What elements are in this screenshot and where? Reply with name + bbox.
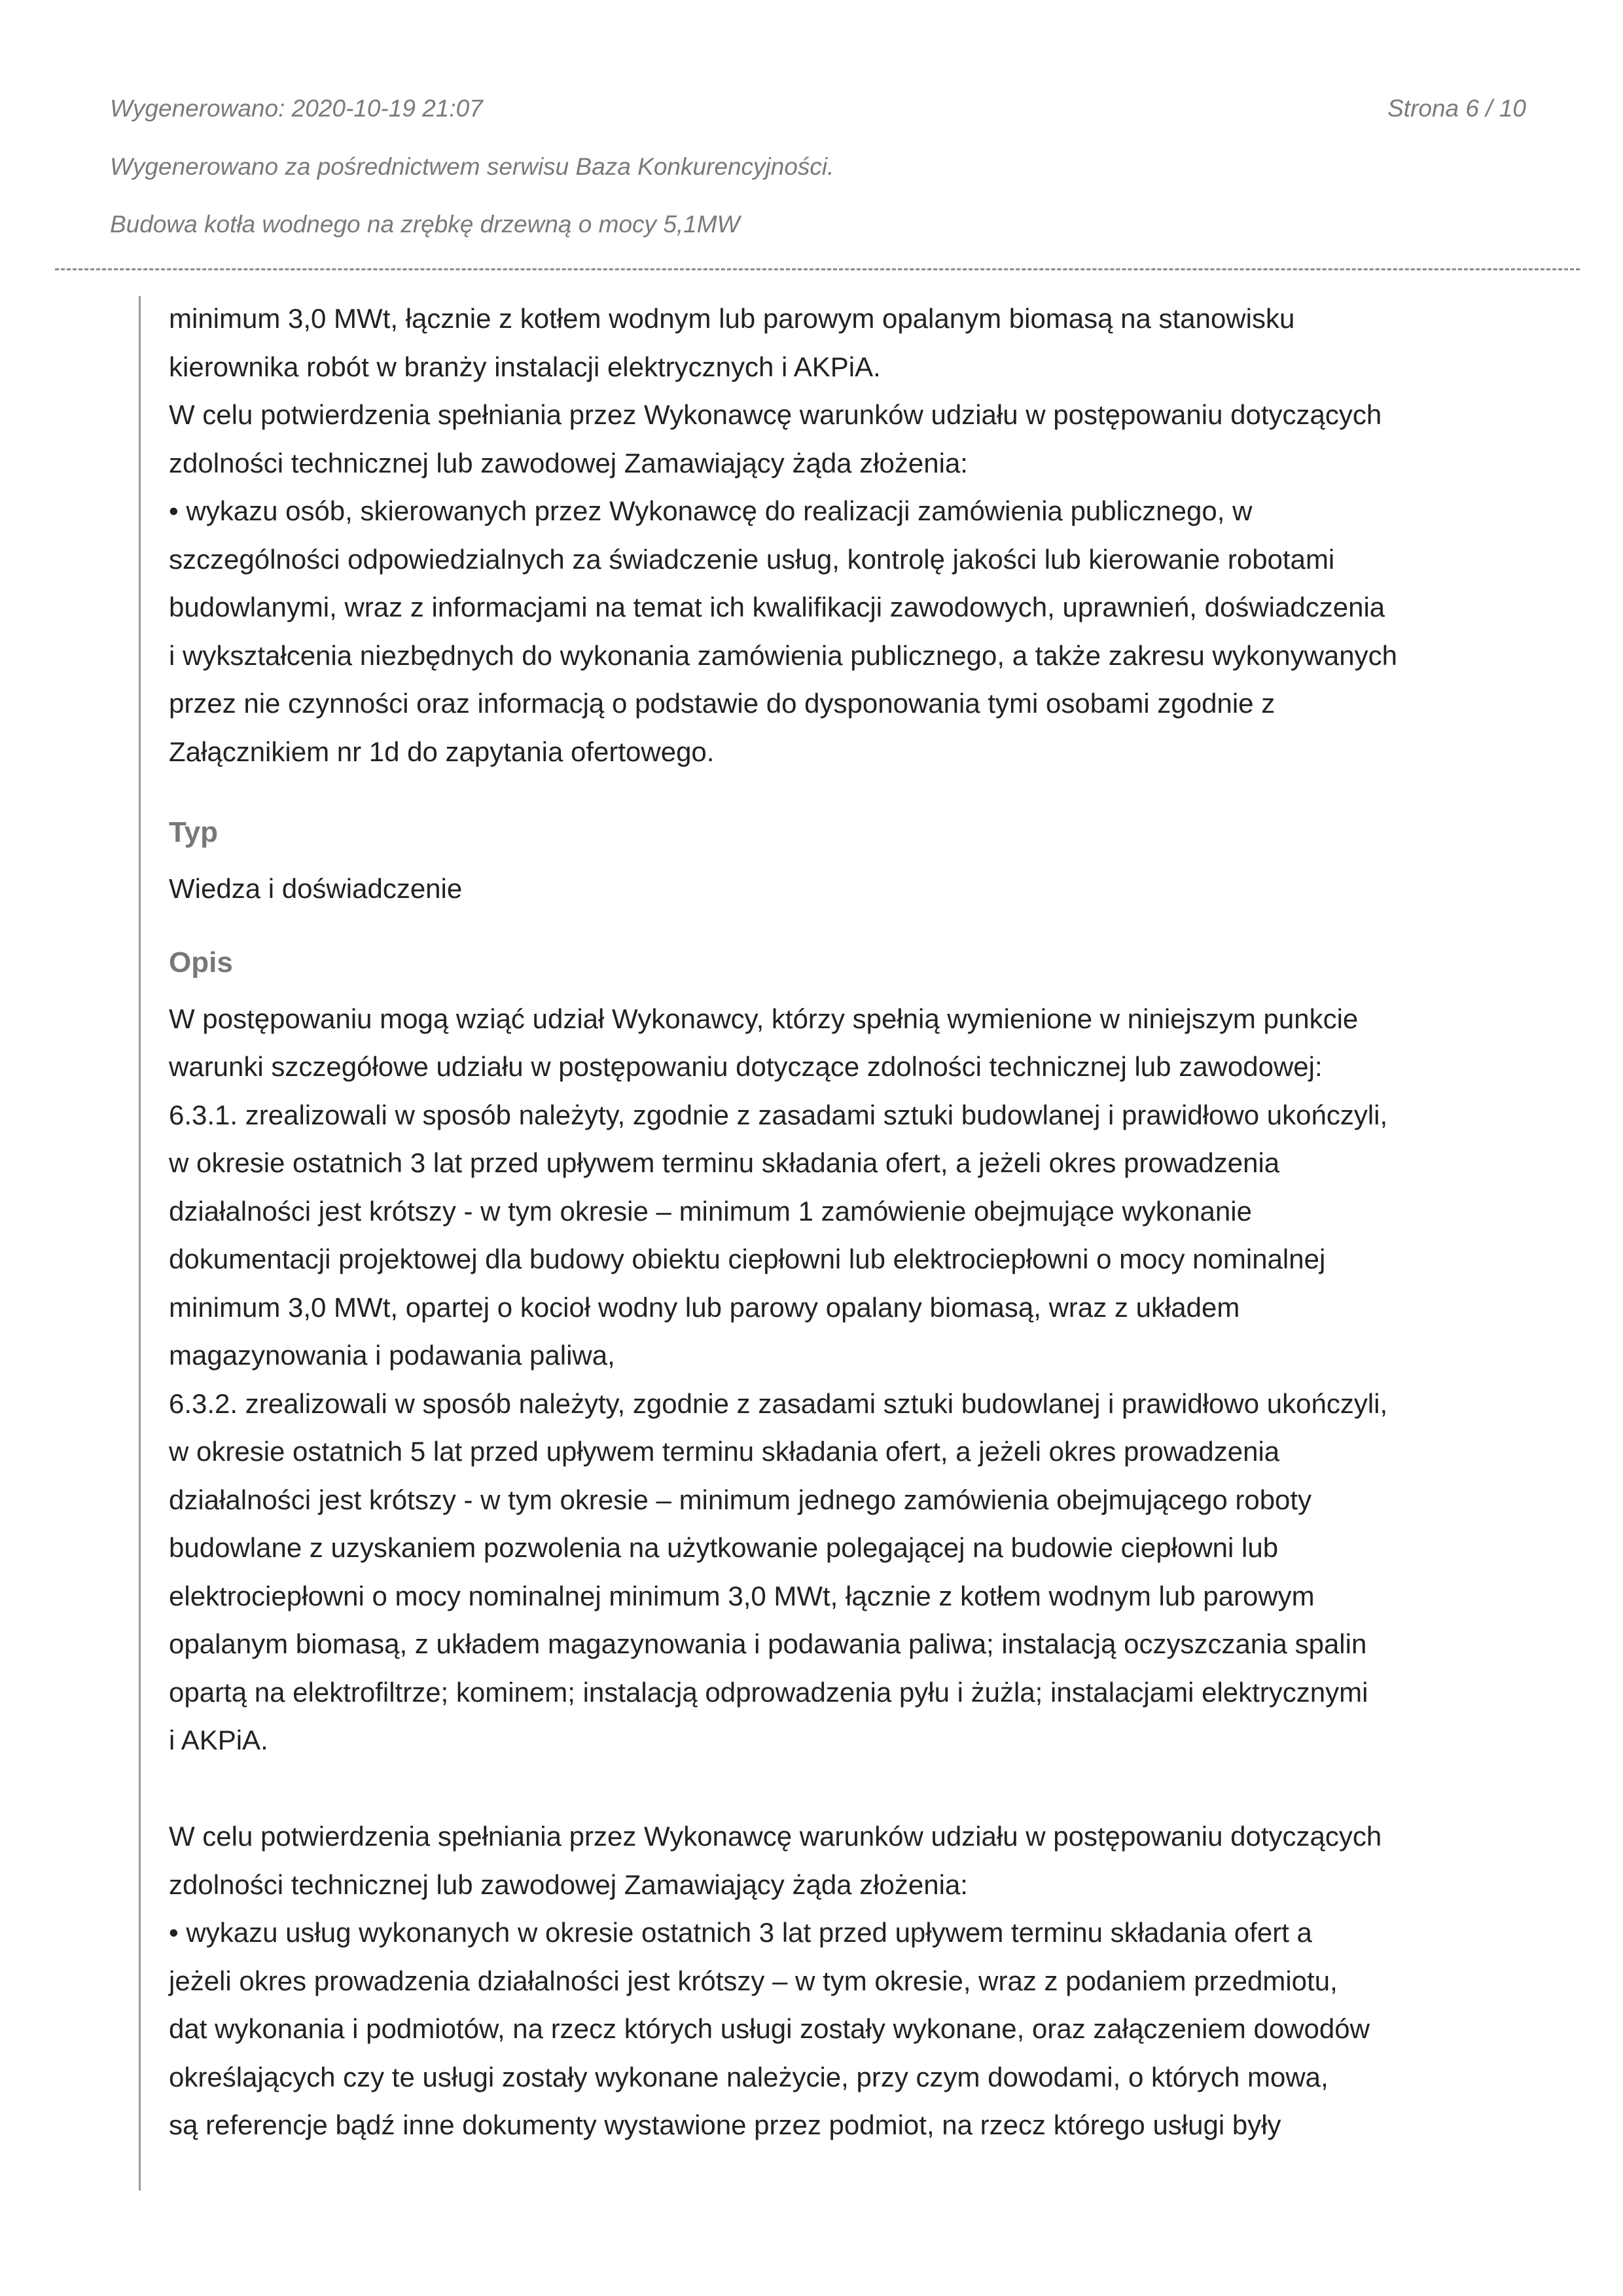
text-line: w okresie ostatnich 3 lat przed upływem terminu składania ofert, a jeżeli okres prowadzenia — [169, 1147, 1280, 1178]
text-line: zdolności technicznej lub zawodowej Zamawiający żąda złożenia: — [169, 447, 968, 478]
typ-value: Wiedza i doświadczenie — [169, 872, 463, 904]
text-line: budowlanymi, wraz z informacjami na temat ich kwalifikacji zawodowych, uprawnień, doświadczenia — [169, 592, 1385, 622]
text-line: • wykazu usług wykonanych w okresie ostatnich 3 lat przed upływem terminu składania ofert a — [169, 1917, 1312, 1948]
text-line: przez nie czynności oraz informacją o podstawie do dysponowania tymi osobami zgodnie z — [169, 688, 1275, 719]
text-line: dokumentacji projektowej dla budowy obiektu ciepłowni lub elektrociepłowni o mocy nominalnej — [169, 1244, 1326, 1274]
typ-label: Typ — [169, 816, 218, 848]
text-line: działalności jest krótszy - w tym okresie – minimum jednego zamówienia obejmującego roboty — [169, 1484, 1312, 1515]
text-line: działalności jest krótszy - w tym okresie – minimum 1 zamówienie obejmujące wykonanie — [169, 1195, 1252, 1227]
text-line: zdolności technicznej lub zawodowej Zamawiający żąda złożenia: — [169, 1869, 968, 1900]
continuation-block — [169, 295, 1543, 776]
document-body — [169, 295, 1543, 2149]
text-line: szczególności odpowiedzialnych za świadczenie usług, kontrolę jakości lub kierowanie robotami — [169, 543, 1335, 575]
text-line: minimum 3,0 MWt, opartej o kocioł wodny lub parowy opalany biomasą, wraz z układem — [169, 1291, 1240, 1323]
text-line: określających czy te usługi zostały wykonane należycie, przy czym dowodami, o których mowa, — [169, 2061, 1329, 2092]
text-line: w okresie ostatnich 5 lat przed upływem terminu składania ofert, a jeżeli okres prowadzenia — [169, 1436, 1280, 1467]
text-line: i wykształcenia niezbędnych do wykonania zamówienia publicznego, a także zakresu wykonywanych — [169, 639, 1397, 671]
content-left-rule — [139, 296, 141, 2191]
page-number: Strona 6 / 10 — [1387, 95, 1526, 122]
header-divider — [55, 268, 1580, 270]
generated-timestamp: Wygenerowano: 2020-10-19 21:07 — [110, 95, 483, 122]
text-line: kierownika robót w branży instalacji elektrycznych i AKPiA. — [169, 351, 881, 382]
opis-paragraph-2 — [169, 1812, 1543, 2149]
text-line: i AKPiA. — [169, 1725, 268, 1755]
opis-label: Opis — [169, 946, 233, 978]
text-line: opalanym biomasą, z układem magazynowania i podawania paliwa; instalacją oczyszczania spalin — [169, 1628, 1367, 1659]
text-line: elektrociepłowni o mocy nominalnej minimum 3,0 MWt, łącznie z kotłem wodnym lub parowym — [169, 1580, 1315, 1611]
service-note: Wygenerowano za pośrednictwem serwisu Baza Konkurencyjności. — [110, 153, 834, 180]
text-line: opartą na elektrofiltrze; kominem; instalacją odprowadzenia pyłu i żużla; instalacjami elektrycznymi — [169, 1676, 1368, 1708]
text-line: minimum 3,0 MWt, łącznie z kotłem wodnym lub parowym opalanym biomasą na stanowisku — [169, 303, 1295, 334]
text-line: są referencje bądź inne dokumenty wystawione przez podmiot, na rzecz którego usługi były — [169, 2109, 1281, 2140]
text-line: dat wykonania i podmiotów, na rzecz których usługi zostały wykonane, oraz załączeniem dowodów — [169, 2013, 1370, 2044]
text-line: budowlane z uzyskaniem pozwolenia na użytkowanie polegającej na budowie ciepłowni lub — [169, 1532, 1279, 1563]
text-line: jeżeli okres prowadzenia działalności jest krótszy – w tym okresie, wraz z podaniem przedmiotu, — [169, 1965, 1338, 1996]
text-line: magazynowania i podawania paliwa, — [169, 1340, 615, 1371]
text-line: warunki szczegółowe udziału w postępowaniu dotyczące zdolności technicznej lub zawodowej: — [169, 1051, 1323, 1082]
text-line: W postępowaniu mogą wziąć udział Wykonawcy, którzy spełnią wymienione w niniejszym punkcie — [169, 1003, 1359, 1034]
document-title: Budowa kotła wodnego na zrębkę drzewną o mocy 5,1MW — [110, 211, 740, 238]
text-line: 6.3.1. zrealizowali w sposób należyty, zgodnie z zasadami sztuki budowlanej i prawidłowo ukończyli, — [169, 1099, 1388, 1130]
text-line: Załącznikiem nr 1d do zapytania ofertowego. — [169, 736, 715, 767]
text-line: W celu potwierdzenia spełniania przez Wykonawcę warunków udziału w postępowaniu dotyczących — [169, 1821, 1382, 1852]
text-line: 6.3.2. zrealizowali w sposób należyty, zgodnie z zasadami sztuki budowlanej i prawidłowo ukończyli, — [169, 1388, 1388, 1419]
opis-paragraph-1 — [169, 995, 1543, 1765]
text-line: • wykazu osób, skierowanych przez Wykonawcę do realizacji zamówienia publicznego, w — [169, 495, 1253, 526]
text-line: W celu potwierdzenia spełniania przez Wykonawcę warunków udziału w postępowaniu dotyczących — [169, 399, 1382, 430]
